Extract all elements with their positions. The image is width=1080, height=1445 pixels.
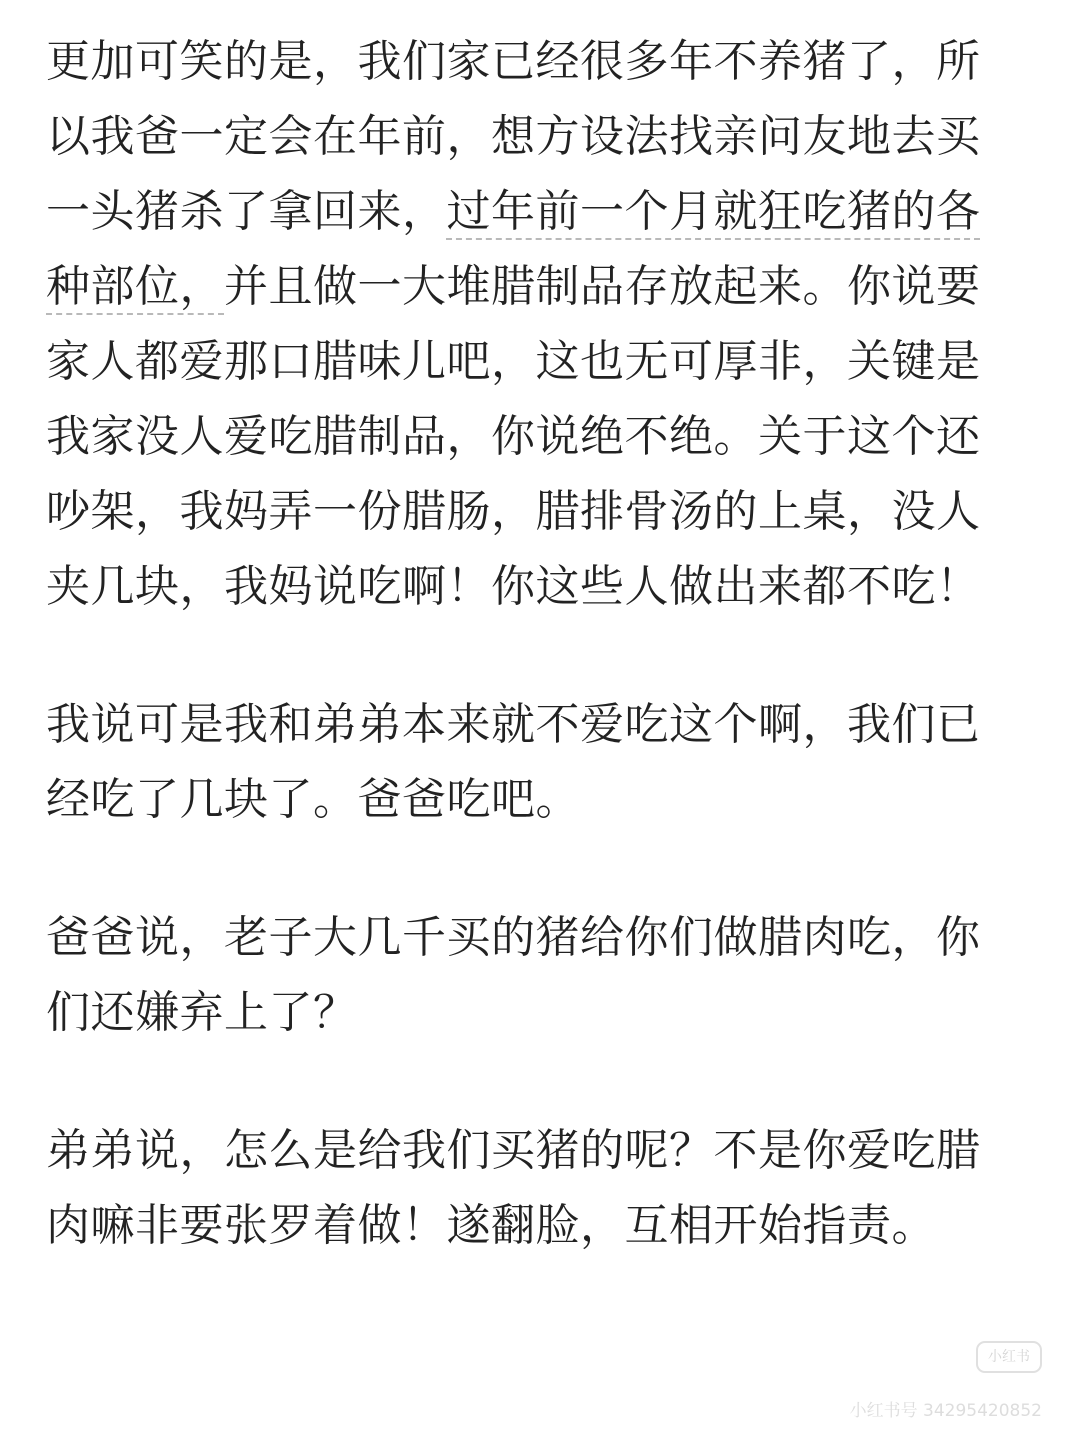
paragraph-1-dashed-underline-text[interactable]: 过年前一个月就狂吃猪的各种部位，	[46, 186, 981, 312]
paragraph-1-text-start: 更加可笑的是，我们家已经很多年不养猪了，所以我爸一定会在年前，想方设法找亲问友地去买一头猪杀了拿回来，	[46, 36, 981, 237]
paragraph-2: 我说可是我和弟弟本来就不爱吃这个啊，我们已经吃了几块了。爸爸吃吧。	[46, 699, 981, 825]
paragraph-1	[46, 24, 1016, 624]
article-body	[46, 24, 1016, 1263]
paragraph-3: 爸爸说，老子大几千买的猪给你们做腊肉吃，你们还嫌弃上了？	[46, 912, 981, 1038]
paragraph-4: 弟弟说，怎么是给我们买猪的呢？不是你爱吃腊肉嘛非要张罗着做！遂翻脸，互相开始指责。	[46, 1125, 981, 1251]
watermark-id-text: 小红书号 3429542085​2	[849, 1401, 1042, 1421]
watermark	[782, 1341, 1042, 1421]
watermark-logo: 小红书	[976, 1341, 1042, 1373]
paragraph-1-text-end: 并且做一大堆腊制品存放起来。你说要家人都爱那口腊味儿吧，这也无可厚非，关键是我家没人爱吃腊制品，你说绝不绝。关于这个还吵架，我妈弄一份腊肠，腊排骨汤的上桌，没人夹几块，我妈说吃啊！你这些人做出来都不吃！	[46, 261, 981, 612]
